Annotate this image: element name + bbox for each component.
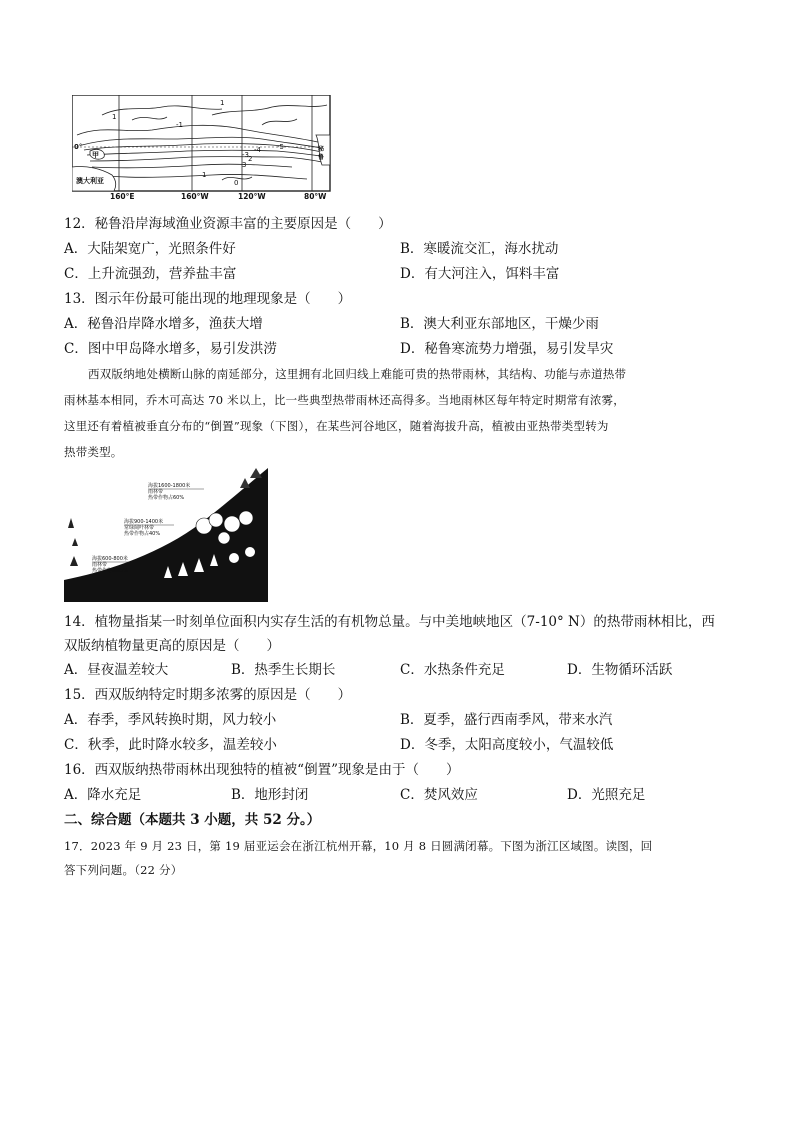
veg-top-pct: 热带作物占60% [148,495,185,501]
island-jia-label: 甲 [92,151,99,159]
vegetation-inversion-figure [64,468,268,602]
contour-label: -5 [277,143,284,151]
contour-label: 0 [234,179,239,187]
q13-option-c[interactable]: C．图中甲岛降水增多，易引发洪涝 [64,341,277,357]
lon-tick: 80°W [304,192,327,201]
contour-label: -3 [242,151,249,159]
contour-label: 1 [112,113,117,121]
q14-option-c[interactable]: C．水热条件充足 [400,662,505,678]
q12-option-b[interactable]: B．寒暖流交汇，海水扰动 [400,241,559,257]
q15-option-b[interactable]: B．夏季，盛行西南季风，带来水汽 [400,712,613,728]
q13-option-a[interactable]: A．秘鲁沿岸降水增多，渔获大增 [64,316,263,332]
q16-option-d[interactable]: D．光照充足 [567,787,646,803]
q12-option-d[interactable]: D．有大河注入，饵料丰富 [400,266,560,282]
q16-option-c[interactable]: C．焚风效应 [400,787,478,803]
q16-option-b[interactable]: B．地形封闭 [231,787,309,803]
veg-top-type: 雨林带 [148,489,164,495]
q14-option-a[interactable]: A．昼夜温差较大 [64,662,169,678]
contour-label: -4 [254,146,261,154]
q12-stem: 12．秘鲁沿岸海域渔业资源丰富的主要原因是（ ） [64,216,392,232]
lon-tick: 120°W [238,192,266,201]
q13-option-b[interactable]: B．澳大利亚东部地区，干燥少雨 [400,316,599,332]
q15-option-c[interactable]: C．秋季，此时降水较多，温差较小 [64,737,277,753]
section-title: 二、综合题（本题共 3 小题，共 52 分。） [64,812,321,828]
q12-option-a[interactable]: A．大陆架宽广，光照条件好 [64,241,236,257]
q16-stem: 16．西双版纳热带雨林出现独特的植被“倒置”现象是由于（ ） [64,762,460,778]
q13-stem: 13．图示年份最可能出现的地理现象是（ ） [64,291,352,307]
peru-label-1: 秘 [318,146,325,153]
contour-label: 2 [248,155,253,163]
lon-tick: 160°W [181,192,209,201]
passage-line-3: 这里还有着植被垂直分布的“倒置”现象（下图），在某些河谷地区，随着海拔升高，植被由亚热带类型转为 [64,419,609,433]
q17-line-1: 17．2023 年 9 月 23 日，第 19 届亚运会在浙江杭州开幕，10 月 8 日圆满闭幕。下图为浙江区域图。读图，回 [64,839,653,853]
peru-label-2: 鲁 [318,154,325,161]
q15-option-a[interactable]: A．春季，季风转换时期，风力较小 [64,712,277,728]
q14-option-d[interactable]: D．生物循环活跃 [567,662,673,678]
lon-tick: 160°E [110,192,135,201]
contour-label: -1 [176,121,183,129]
q15-stem: 15．西双版纳特定时期多浓雾的原因是（ ） [64,687,352,703]
veg-mid-pct: 热带作物占40% [124,531,161,537]
lat-label: 0° [74,143,83,151]
veg-mid-type: 常绿阔叶林带 [124,525,155,531]
contour-label: 1 [220,99,225,107]
veg-low-type: 雨林带 [92,562,108,568]
veg-mid-alt: 海拔900-1400米 [124,519,164,525]
passage-line-4: 热带类型。 [64,445,123,459]
q15-option-d[interactable]: D．冬季，太阳高度较小，气温较低 [400,737,614,753]
q16-option-a[interactable]: A．降水充足 [64,787,142,803]
q14-stem-cont: 双版纳植物量更高的原因是（ ） [64,638,280,654]
passage-line-2: 雨林基本相同，乔木可高达 70 米以上，比一些典型热带雨林还高得多。当地雨林区每年特定时期常有浓雾， [64,393,625,407]
contour-label: 3 [242,161,247,169]
q13-option-d[interactable]: D．秘鲁寒流势力增强，易引发旱灾 [400,341,614,357]
sst-anomaly-map [72,95,332,195]
q12-option-c[interactable]: C．上升流强劲，营养盐丰富 [64,266,237,282]
australia-label: 澳大利亚 [76,177,104,185]
veg-top-alt: 海拔1600-1800米 [148,483,191,489]
contour-label: 1 [202,171,207,179]
passage-line-1: 西双版纳地处横断山脉的南延部分，这里拥有北回归线上难能可贵的热带雨林，其结构、功能与赤道热带 [88,367,627,381]
veg-low-pct: 热带作物占85% [92,568,129,574]
q17-line-2: 答下列问题。（22 分） [64,863,183,877]
q14-stem: 14．植物量指某一时刻单位面积内实存生活的有机物总量。与中美地峡地区（7-10° N）的热带雨林相比，西 [64,614,715,630]
q14-option-b[interactable]: B．热季生长期长 [231,662,336,678]
veg-low-alt: 海拔600-800米 [92,556,128,562]
